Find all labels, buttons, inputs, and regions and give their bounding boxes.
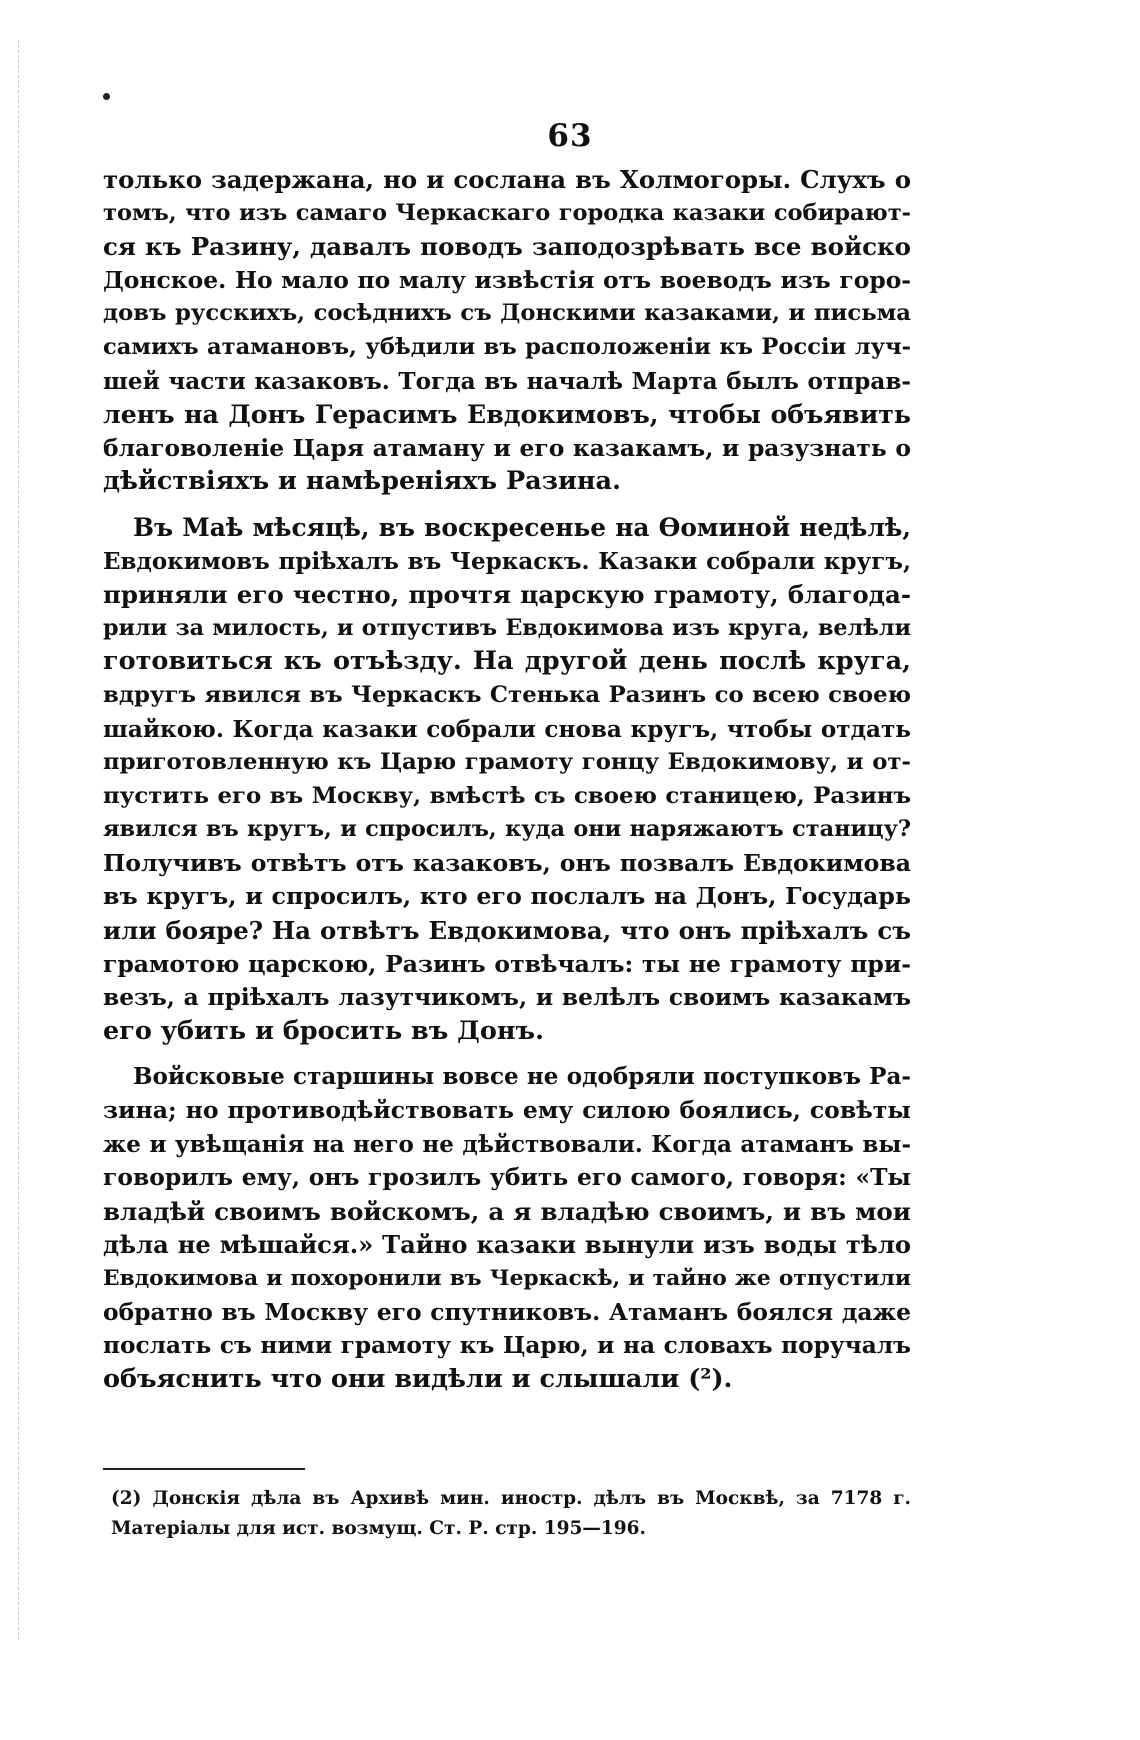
text-line: ся къ Разину, давалъ поводъ заподозрѣвать все войско <box>103 232 911 262</box>
text-line: Донское. Но мало по малу извѣстія отъ воеводъ изъ горо- <box>103 265 911 294</box>
text-line: готовиться къ отъѣзду. На другой день послѣ круга, <box>103 646 911 677</box>
text-line: пустить его въ Москву, вмѣстѣ съ своею станицею, Разинъ <box>103 782 911 809</box>
text-line: послать съ ними грамоту къ Царю, и на словахъ поручалъ <box>103 1332 911 1360</box>
text-line: въ кругъ, и спросилъ, кто его послалъ на Донъ, Государь <box>103 882 911 911</box>
main-text <box>103 163 911 1396</box>
text-line: довъ русскихъ, сосѣднихъ съ Донскими казаками, и письма <box>103 300 911 327</box>
paragraph-3 <box>103 1060 911 1396</box>
page-number: 63 <box>547 118 593 154</box>
text-line: говорилъ ему, онъ грозилъ убить его самого, говоря: «Ты <box>103 1163 911 1192</box>
text-line: Войсковые старшины вовсе не одобряли поступковъ Ра- <box>133 1063 911 1091</box>
footnote-line: (2) Донскія дѣла въ Архивѣ мин. иностр. дѣлъ въ Москвѣ, за 7178 г. <box>111 1488 911 1509</box>
paragraph-2 <box>103 511 911 1049</box>
text-line: его убить и бросить въ Донъ. <box>103 1015 544 1046</box>
text-line: обратно въ Москву его спутниковъ. Атаманъ боялся даже <box>103 1297 911 1326</box>
text-line: зина; но противодѣйствовать ему силою боялись, совѣты <box>103 1096 911 1125</box>
text-line: ленъ на Донъ Герасимъ Евдокимовъ, чтобы объявить <box>103 399 911 430</box>
text-line: везъ, а пріѣхалъ лазутчикомъ, и велѣлъ своимъ казакамъ <box>103 984 911 1012</box>
footnote-line: Матеріалы для ист. возмущ. Ст. Р. стр. 195—196. <box>111 1518 646 1539</box>
text-line: явился въ кругъ, и спросилъ, куда они наряжаютъ станицу? <box>103 816 911 843</box>
text-line: же и увѣщанія на него не дѣйствовали. Когда атаманъ вы- <box>103 1130 911 1158</box>
paragraph-1 <box>103 163 911 499</box>
text-line: только задержана, но и сослана въ Холмогоры. Слухъ о <box>103 165 911 194</box>
footnote-divider <box>103 1468 305 1470</box>
text-line: Получивъ отвѣтъ отъ казаковъ, онъ позвалъ Евдокимова <box>103 848 911 877</box>
text-line: вдругъ явился въ Черкаскъ Стенька Разинъ со всею своею <box>103 681 911 708</box>
text-line: шей части казаковъ. Тогда въ началѣ Марта былъ отправ- <box>103 367 911 395</box>
text-line: приняли его честно, прочтя царскую грамоту, благода- <box>103 580 911 610</box>
text-line: дѣйствіяхъ и намѣреніяхъ Разина. <box>103 466 621 497</box>
text-line: шайкою. Когда казаки собрали снова кругъ, чтобы отдать <box>103 715 911 743</box>
footnote <box>111 1484 911 1544</box>
text-line: благоволеніе Царя атаману и его казакамъ, и разузнать о <box>103 433 911 462</box>
text-line: самихъ атамановъ, убѣдили въ расположеніи къ Россіи луч- <box>103 333 911 360</box>
text-line: объяснить что они видѣли и слышали (²). <box>103 1363 733 1394</box>
text-line: томъ, что изъ самаго Черкаскаго городка казаки собирают- <box>103 199 911 226</box>
scan-dot-mark <box>103 93 110 100</box>
text-line: грамотою царскою, Разинъ отвѣчалъ: ты не грамоту при- <box>103 949 911 978</box>
text-line: рили за милость, и отпустивъ Евдокимова изъ круга, велѣли <box>103 614 911 641</box>
text-line: или бояре? На отвѣтъ Евдокимова, что онъ пріѣхалъ съ <box>103 916 911 946</box>
text-line: владѣй своимъ войскомъ, а я владѣю своимъ, и въ мои <box>103 1196 911 1226</box>
text-line: дѣла не мѣшайся.» Тайно казаки вынули изъ воды тѣло <box>103 1230 911 1260</box>
scan-edge-mark <box>18 40 20 1640</box>
text-line: Евдокимова и похоронили въ Черкаскѣ, и тайно же отпустили <box>103 1266 911 1291</box>
text-line: приготовленную къ Царю грамоту гонцу Евдокимову, и от- <box>103 749 911 776</box>
text-line: Въ Маѣ мѣсяцѣ, въ воскресенье на Ѳоминой недѣлѣ, <box>133 512 911 542</box>
text-line: Евдокимовъ пріѣхалъ въ Черкаскъ. Казаки собрали кругъ, <box>103 547 911 575</box>
